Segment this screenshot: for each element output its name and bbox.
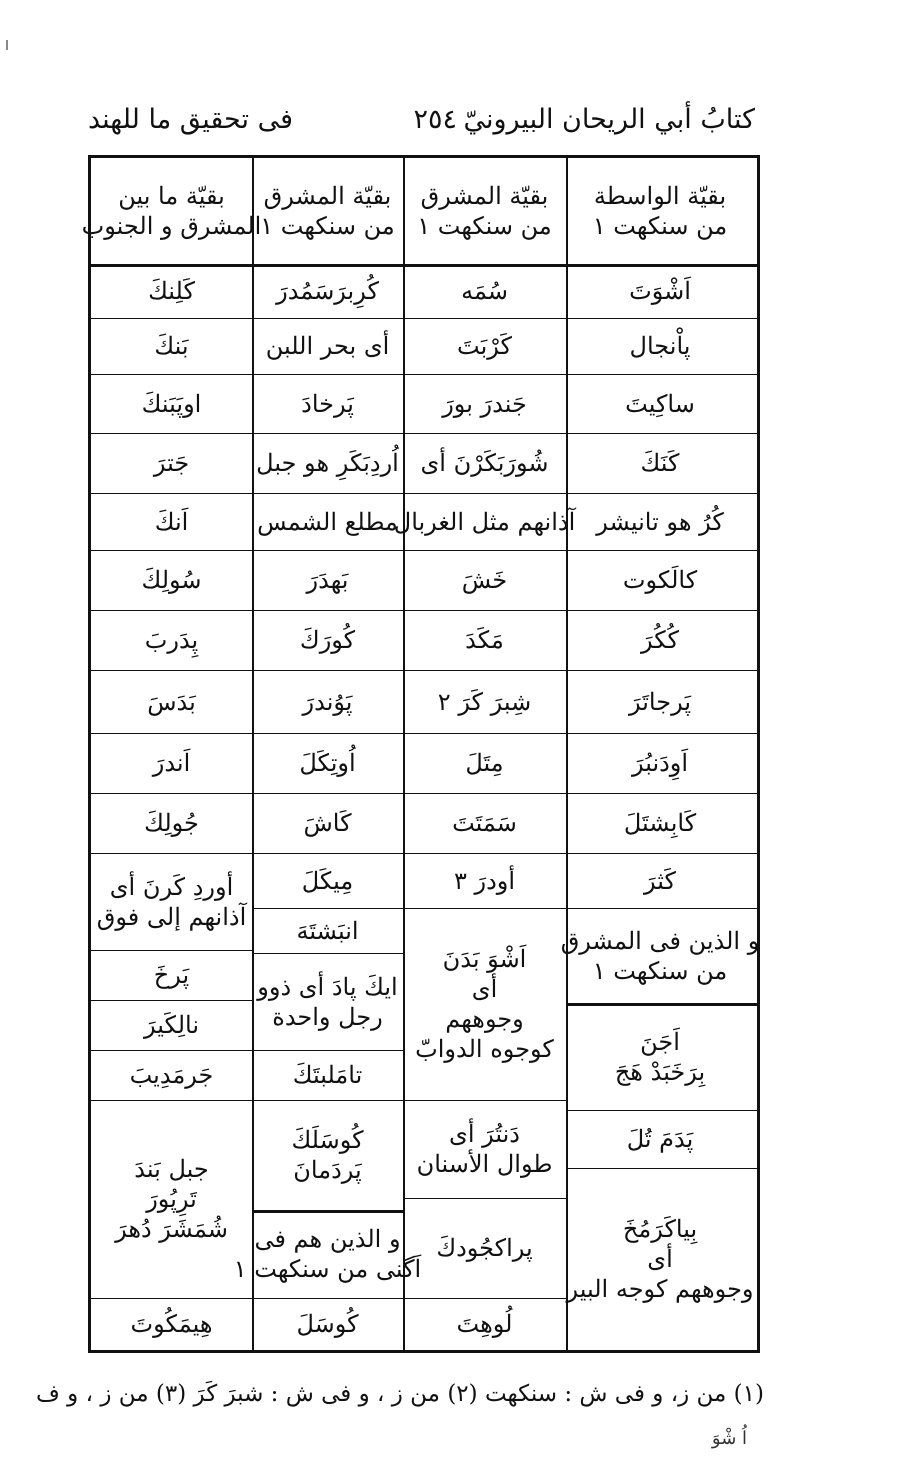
- table-cell: [91, 853, 252, 950]
- row-divider: [252, 733, 403, 734]
- row-divider: [566, 493, 760, 494]
- cell-text: و الذين هم فى: [254, 1225, 401, 1253]
- cell-text: پَردَمانَ: [293, 1156, 362, 1184]
- table-cell: [403, 550, 566, 610]
- cell-text: بَنكَ: [154, 332, 189, 360]
- row-divider: [91, 853, 252, 854]
- cell-text: آذانهم مثل الغربال: [393, 507, 576, 536]
- cell-text: اوپَبَنكَ: [141, 389, 202, 418]
- row-divider: [91, 318, 252, 319]
- table-cell: [91, 610, 252, 670]
- row-divider: [91, 374, 252, 375]
- column-mashriq-2: [233, 158, 422, 1350]
- row-divider: [403, 610, 566, 611]
- table-cell: [563, 610, 757, 670]
- cell-text: أى: [471, 975, 498, 1003]
- column-mashriq-1: [393, 158, 576, 1350]
- cell-text: أى بحر اللبن: [265, 332, 390, 360]
- row-divider: [566, 670, 760, 671]
- table-cell: [403, 793, 566, 853]
- cell-text: شُورَبَكَرْنَ أى: [420, 449, 549, 477]
- table-cell: [91, 1050, 252, 1100]
- table-cell: [403, 733, 566, 793]
- cell-text: اَنكَ: [154, 507, 189, 536]
- row-divider: [403, 318, 566, 319]
- cell-text: المشرق و الجنوب: [81, 212, 262, 240]
- cell-text: ساكِيتَ: [625, 389, 695, 418]
- row-divider: [566, 550, 760, 551]
- table-cell: [563, 670, 757, 733]
- table-cell: [252, 374, 403, 433]
- table-cell: [252, 1298, 403, 1350]
- cell-text: أوردِ كَرنَ أى: [109, 872, 234, 901]
- cell-text: من سنكهت ١: [260, 212, 395, 240]
- cell-text: تامَلبتَكَ: [292, 1061, 363, 1089]
- table-cell: [252, 733, 403, 793]
- table-cell: [252, 550, 403, 610]
- row-divider: [403, 853, 566, 854]
- cell-text: كُكُرَ: [641, 626, 679, 654]
- cell-text: اُوتِكَلَ: [299, 749, 356, 777]
- cell-text: پَرخَ: [153, 961, 190, 989]
- footnote-continued: اُ شْوَ: [711, 1428, 747, 1449]
- row-divider: [91, 264, 252, 267]
- table-cell: [252, 670, 403, 733]
- cell-text: اَندرَ: [152, 749, 191, 777]
- cell-text: هِيمَكُوتَ: [130, 1310, 213, 1338]
- cell-text: تَرِپُورَ: [146, 1185, 197, 1213]
- cell-text: سُمَه: [461, 277, 508, 305]
- row-divider: [252, 1050, 403, 1051]
- row-divider: [91, 610, 252, 611]
- row-divider: [252, 493, 403, 494]
- row-divider: [252, 793, 403, 794]
- cell-text: لُوهِتَ: [456, 1310, 513, 1338]
- row-divider: [91, 1298, 252, 1299]
- cell-text: بَهدَرَ: [306, 566, 349, 594]
- cell-text: جَندرَ بورَ: [442, 389, 527, 418]
- row-divider: [252, 1100, 403, 1101]
- row-divider: [403, 733, 566, 734]
- table-cell: [403, 374, 566, 433]
- column-header: [563, 158, 757, 264]
- row-divider: [566, 908, 760, 909]
- table-cell: [91, 318, 252, 374]
- cell-text: كالَكوت: [622, 566, 698, 594]
- table-cell: [252, 433, 403, 493]
- row-divider: [403, 550, 566, 551]
- page-header: [0, 104, 915, 148]
- table-cell: [563, 853, 757, 908]
- table-cell: [91, 264, 252, 318]
- table-cell: [563, 550, 757, 610]
- column-header: [252, 158, 403, 264]
- cell-text: اَجَنَ: [640, 1027, 680, 1056]
- row-divider: [91, 1100, 252, 1101]
- table-cell: [91, 670, 252, 733]
- row-divider: [252, 318, 403, 319]
- table-cell: [252, 1100, 403, 1210]
- row-divider: [91, 1000, 252, 1001]
- table-cell: [403, 433, 566, 493]
- cell-text: شُمَشَرَ دُهرَ: [115, 1215, 228, 1243]
- table-cell: [252, 908, 403, 953]
- cell-text: جبل بَندَ: [134, 1155, 209, 1183]
- table-cell: [252, 493, 403, 550]
- row-divider: [566, 733, 760, 734]
- row-divider: [566, 610, 760, 611]
- table-cell: [403, 318, 566, 374]
- cell-text: اَگنى من سنكهت ١: [233, 1255, 422, 1283]
- table-cell: [563, 1168, 757, 1350]
- table-cell: [403, 1198, 566, 1298]
- cell-text: انبَشتَهَ: [296, 916, 359, 945]
- cell-text: كَثرَ: [644, 866, 676, 895]
- table-cell: [91, 433, 252, 493]
- row-divider: [91, 733, 252, 734]
- row-divider: [403, 793, 566, 794]
- cell-text: طوال الأسنان: [416, 1150, 553, 1178]
- cell-text: وجوههم: [445, 1005, 524, 1033]
- cell-text: بَدَسَ: [147, 687, 196, 716]
- cell-text: بِرَخَبَدْ هَجَ: [614, 1057, 706, 1086]
- cell-text: بِياكَرَمُخَ: [622, 1215, 698, 1243]
- column-header: [403, 158, 566, 264]
- cell-text: من سنكهت ١: [417, 212, 552, 240]
- cell-text: أى: [647, 1245, 673, 1273]
- cell-text: آذانهم إلى فوق: [96, 902, 247, 931]
- cell-text: كُرِبرَسَمُدرَ: [276, 277, 379, 305]
- cell-text: پاْنجال: [629, 332, 691, 360]
- row-divider: [91, 950, 252, 951]
- table-cell: [252, 610, 403, 670]
- cell-text: رجل واحدة: [272, 1002, 383, 1031]
- cell-text: سَمَتَتَ: [452, 809, 517, 837]
- row-divider: [91, 793, 252, 794]
- table-cell: [403, 1298, 566, 1350]
- cell-text: پِدَربَ: [144, 626, 199, 654]
- table-cell: [91, 1298, 252, 1350]
- cell-text: من سنكهت ١: [592, 212, 728, 240]
- row-divider: [566, 318, 760, 319]
- row-divider: [403, 670, 566, 671]
- row-divider: [566, 1110, 760, 1111]
- column-wasita: [560, 158, 760, 1350]
- book-title: كتابُ أبي الريحان البيرونيّ: [463, 104, 755, 135]
- table-cell: [563, 793, 757, 853]
- row-divider: [252, 433, 403, 434]
- cell-text: پَوُندرَ: [302, 687, 353, 716]
- row-divider: [566, 853, 760, 854]
- cell-text: مطلع الشمس: [257, 507, 398, 536]
- row-divider: [403, 374, 566, 375]
- table-cell: [403, 264, 566, 318]
- table-cell: [563, 1003, 757, 1110]
- table-cell: [403, 908, 566, 1100]
- page-number: ٢٥٤: [413, 104, 457, 135]
- cell-text: كُوسَلَكَ: [291, 1126, 364, 1154]
- table-cell: [563, 318, 757, 374]
- table-cell: [252, 264, 403, 318]
- row-divider: [566, 793, 760, 794]
- cell-text: مَكَدَ: [465, 626, 504, 654]
- row-divider: [403, 264, 566, 267]
- cell-text: اَشْوَ بَدَنَ: [442, 945, 527, 973]
- cell-text: أودرَ ٣: [453, 866, 516, 895]
- scan-edge-mark: [6, 40, 8, 50]
- cell-text: كوجوه الدوابّ: [415, 1035, 554, 1063]
- cell-text: من سنكهت ١: [592, 956, 728, 985]
- footnote: (١) من ز، و فى ش : سنكهت (٢) من ز ، و فى ش : شبرَ كَرَ (٣) من ز ، و ف: [36, 1381, 764, 1407]
- row-divider: [252, 1210, 403, 1213]
- row-divider: [91, 550, 252, 551]
- row-divider: [252, 853, 403, 854]
- table-cell: [393, 493, 576, 550]
- table-cell: [403, 1100, 566, 1198]
- row-divider: [252, 670, 403, 671]
- table-cell: [91, 950, 252, 1000]
- table-cell: [563, 433, 757, 493]
- cell-text: اَشْوَتَ: [629, 277, 691, 305]
- cell-text: دَنتُرَ أى: [449, 1120, 520, 1148]
- row-divider: [91, 433, 252, 434]
- row-divider: [403, 1198, 566, 1199]
- cell-text: كُوسَلَ: [296, 1310, 359, 1338]
- table-cell: [563, 493, 757, 550]
- column-mashriq-janub: [81, 158, 262, 1350]
- cell-text: كَلِنكَ: [148, 277, 195, 305]
- cell-text: اَوِدَنبُرَ: [631, 749, 689, 777]
- table-cell: [252, 793, 403, 853]
- cell-text: اُردِبَكَرِ هو جبل: [256, 449, 399, 477]
- cell-text: كَاشَ: [303, 809, 352, 837]
- cell-text: كَرْبَتَ: [457, 332, 512, 360]
- cell-text: جَترَ: [153, 449, 190, 477]
- table-cell: [91, 374, 252, 433]
- row-divider: [566, 433, 760, 434]
- row-divider: [403, 433, 566, 434]
- row-divider: [403, 908, 566, 909]
- cell-text: پَدَمَ تُلَ: [626, 1125, 694, 1153]
- cell-text: بقيّة المشرق: [420, 182, 549, 210]
- row-divider: [91, 670, 252, 671]
- table-cell: [563, 264, 757, 318]
- table-cell: [563, 1110, 757, 1168]
- cell-text: و الذين فى المشرق: [560, 926, 760, 955]
- row-divider: [252, 550, 403, 551]
- row-divider: [252, 264, 403, 267]
- table-cell: [91, 733, 252, 793]
- table-cell: [91, 1100, 252, 1298]
- cell-text: بقيّة المشرق: [263, 182, 392, 210]
- cell-text: كَنَكَ: [640, 449, 680, 477]
- table-cell: [403, 670, 566, 733]
- row-divider: [252, 1298, 403, 1299]
- table-cell: [91, 493, 252, 550]
- cell-text: پَرجاتَرَ: [629, 687, 691, 716]
- cell-text: مِتَلَ: [465, 749, 504, 777]
- row-divider: [566, 264, 760, 267]
- cell-text: كُرُ هو تانيشر: [596, 507, 724, 536]
- cell-text: شِبرَ كَرَ ٢: [437, 687, 532, 716]
- cell-text: جُولِكَ: [144, 809, 199, 837]
- cell-text: بقيّة الواسطة: [593, 182, 727, 210]
- row-divider: [252, 908, 403, 909]
- book-subtitle: فى تحقيق ما للهند: [87, 104, 293, 135]
- table-cell: [252, 318, 403, 374]
- cell-text: پَرخادَ: [301, 389, 354, 418]
- row-divider: [252, 610, 403, 611]
- table-cell: [91, 550, 252, 610]
- table-cell: [563, 733, 757, 793]
- row-divider: [566, 1003, 760, 1006]
- table-cell: [560, 908, 760, 1003]
- cell-text: ايكَ پادَ أى ذوو: [257, 972, 398, 1001]
- table-cell: [91, 1000, 252, 1050]
- table-cell: [403, 610, 566, 670]
- cell-text: سُولِكَ: [141, 566, 202, 594]
- row-divider: [403, 1100, 566, 1101]
- table-cell: [91, 793, 252, 853]
- table-cell: [252, 853, 403, 908]
- cell-text: خَشَ: [461, 566, 508, 594]
- column-header: [81, 158, 262, 264]
- row-divider: [91, 493, 252, 494]
- table-cell: [403, 853, 566, 908]
- row-divider: [403, 493, 566, 494]
- row-divider: [566, 374, 760, 375]
- row-divider: [252, 953, 403, 954]
- cell-text: كَابِشتَلَ: [623, 809, 697, 837]
- table-cell: [252, 953, 403, 1050]
- cell-text: پراكجُودكَ: [436, 1234, 533, 1262]
- table-cell: [252, 1050, 403, 1100]
- table-cell: [563, 374, 757, 433]
- row-divider: [566, 1168, 760, 1169]
- cell-text: نالِكَيرَ: [143, 1011, 200, 1039]
- cell-text: مِيكَلَ: [301, 866, 354, 895]
- cell-text: وجوههم كوجه البير: [566, 1275, 754, 1303]
- row-divider: [252, 374, 403, 375]
- row-divider: [91, 1050, 252, 1051]
- cell-text: جَرمَدِيبَ: [129, 1061, 214, 1089]
- row-divider: [403, 1298, 566, 1299]
- cell-text: كُورَكَ: [299, 626, 356, 654]
- table-cell: [233, 1210, 422, 1298]
- cell-text: بقيّة ما بين: [118, 182, 225, 210]
